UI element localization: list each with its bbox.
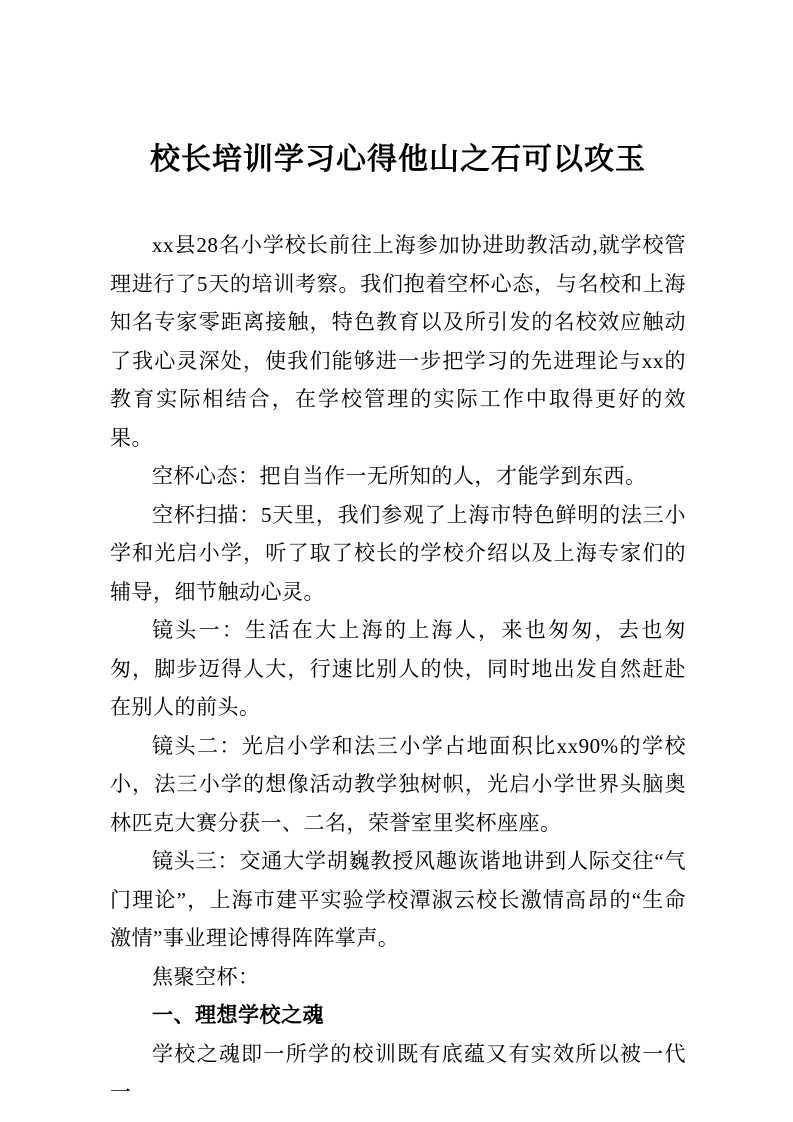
section-heading-ideal-school-soul: 一、理想学校之魂 xyxy=(152,1003,324,1027)
paragraph-empty-cup-mindset: 空杯心态：把自当作一无所知的人，才能学到东西。 xyxy=(152,464,647,488)
paragraph-school-soul: 学校之魂即一所学的校训既有底蕴又有实效所以被一代一 xyxy=(110,1041,686,1104)
paragraph-scene-two: 镜头二：光启小学和法三小学占地面积比xx90%的学校小，法三小学的想像活动教学独树帜，光启小学世界头脑奥林匹克大赛分获一、二名，荣誉室里奖杯座座。 xyxy=(110,733,686,835)
paragraph-scene-three: 镜头三：交通大学胡巍教授风趣诙谐地讲到人际交往“气门理论”，上海市建平实验学校潭淑云校长激情高昂的“生命激情”事业理论博得阵阵掌声。 xyxy=(110,849,686,950)
paragraph-focus-empty-cup: 焦聚空杯： xyxy=(152,964,260,989)
paragraph-intro: xx县28名小学校长前往上海参加协进助教活动,就学校管理进行了5天的培训考察。我们抱着空杯心态，与名校和上海知名专家零距离接触，特色教育以及所引发的名校效应触动了我心灵深处，使我们能够进一步把学习的先进理论与xx的教育实际相结合，在学校管理的实际工作中取得更好的效果。 xyxy=(110,233,686,450)
document-title: 校长培训学习心得他山之石可以攻玉 xyxy=(150,143,646,176)
paragraph-empty-cup-scan: 空杯扫描：5天里，我们参观了上海市特色鲜明的法三小学和光启小学，听了取了校长的学校介绍以及上海专家们的辅导，细节触动心灵。 xyxy=(110,502,686,604)
paragraph-scene-one: 镜头一：生活在大上海的上海人，来也匆匆，去也匆匆，脚步迈得人大，行速比别人的快，同时地出发自然赶赴在别人的前头。 xyxy=(110,618,686,719)
